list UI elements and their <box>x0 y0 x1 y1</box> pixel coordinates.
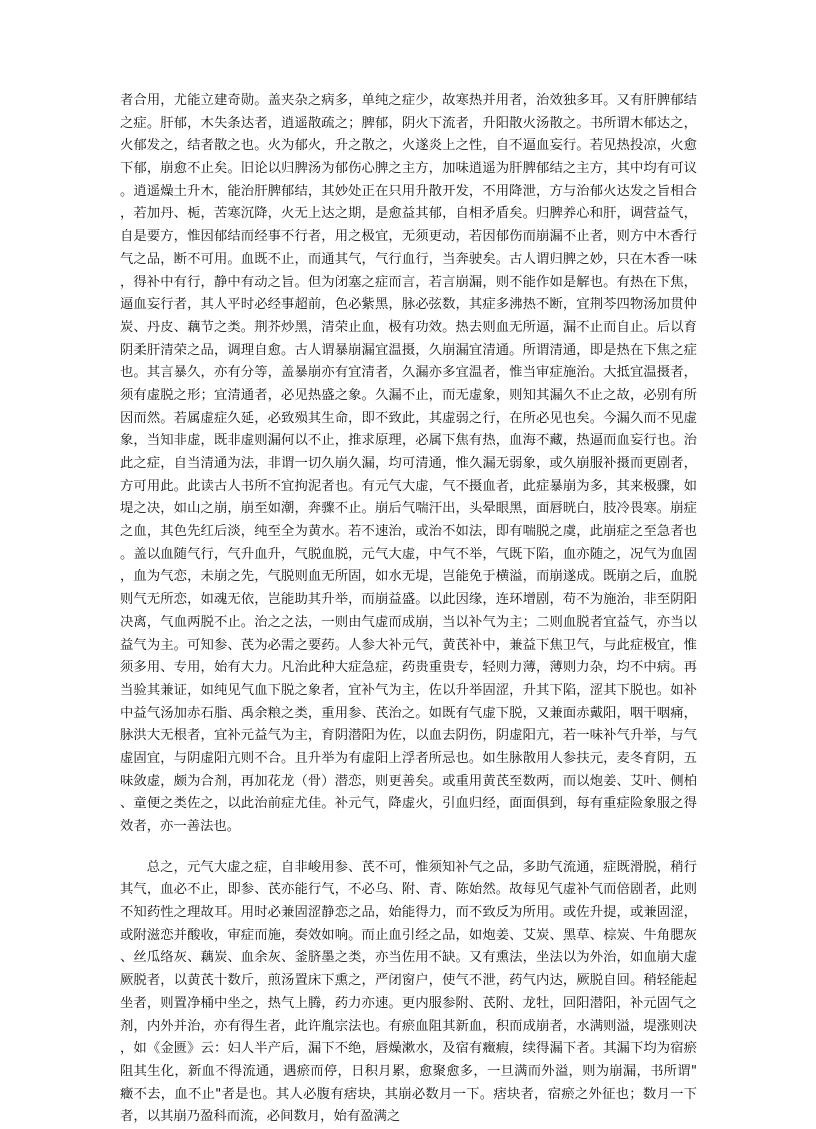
body-paragraph: 者合用，尤能立建奇勋。盖夹杂之病多，单纯之症少，故寒热并用者，治效独多耳。又有肝脾郁结之症。肝郁，木失条达者，逍遥散疏之；脾郁，阴火下流者，升阳散火汤散之。书所谓木郁达之，火郁发之，结者散之也。火为郁火，升之散之，火遂炎上之性，自不逼血妄行。若见热投凉，火愈下郁，崩愈不止矣。旧论以归脾汤为郁伤心脾之主方，加味逍遥为肝脾郁结之主方，其中均有可议。逍遥燥土升木，能治肝脾郁结，其妙处正在只用升散开发，不用降泄，方与治郁火达发之旨相合，若加丹、栀，苦寒沉降，火无上达之期，是愈益其郁，自相矛盾矣。归脾养心和肝，调营益气，自是要方，惟因郁结而经事不行者，用之极宜，无须更动，若因郁伤而崩漏不止者，则方中木香行气之品，断不可用。血既不止，而通其气，气行血行，当奔驶矣。古人谓归脾之妙，只在木香一味，得补中有行，静中有动之旨。但为闭塞之症而言，若言崩漏，则不能作如是解也。有热在下焦，逼血妄行者，其人平时必经事超前，色必紫黑，脉必弦数，其症多沸热不断，宜荆芩四物汤加贯仲炭、丹皮、藕节之类。荆芥炒黑，清荣止血，极有功效。热去则血无所逼，漏不止而自止。后以育阴柔肝清荣之品，调理自愈。古人谓暴崩漏宜温摄，久崩漏宜清通。所谓清通，即是热在下焦之症也。其言暴久，亦有分等，盖暴崩亦有宜清者，久漏亦多宜温者，惟当审症施治。大抵宜温摄者，须有虚脱之形；宜清通者，必见热盛之象。久漏不止，而无虚象，则知其漏久不止之故，必别有所因而然。若属虚症久延，必致殒其生命，即不致此，其虚弱之行，在所必见也矣。今漏久而不见虚象，当知非虚，既非虚则漏何以不止，推求原理，必属下焦有热，血海不藏，热逼而血妄行也。治此之症，自当清通为法，非谓一切久崩久漏，均可清通，惟久漏无弱象，或久崩服补摄而更剧者，方可用此。此读古人书所不宜拘泥者也。有元气大虚，气不摄血者，此症暴崩为多，其来极骤，如堤之决，如山之崩，崩至如潮，奔骤不止。崩后气喘汗出，头晕眼黑，面唇晄白，肢冷畏寒。崩症之血，其色先红后淡，纯至全为黄水。若不速治，或治不如法，即有喘脱之虞，此崩症之至急者也。盖以血随气行，气升血升，气脱血脱，元气大虚，中气不举，气既下陷，血亦随之，况气为血固，血为气恋，未崩之先，气脱则血无所固，如水无堤，岂能免于横溢，而崩遂成。既崩之后，血脱则气无所恋，如魂无依，岂能助其升举，而崩益盛。以此因缘，连环增剧，苟不为施治，非至阴阳决离，气血两脱不止。治之之法，一则由气虚而成崩，当以补气为主；二则血脱者宜益气，亦当以益气为主。可知参、芪为必需之要药。人参大补元气，黄芪补中，兼益下焦卫气，与此症极宜，惟须多用、专用，始有大力。凡治此种大症急症，药贵重贵专，轻则力薄，薄则力杂，均不中病。再当验其兼证，如纯见气血下脱之象者，宜补气为主，佐以升举固涩，升其下陷，涩其下脱也。如补中益气汤加赤石脂、禹余粮之类，重用参、芪治之。如既有气虚下脱，又兼面赤戴阳，咽干咽痛，脉洪大无根者，宜补元益气为主，育阴潜阳为佐，以血去阴伤，阴虚阳亢，若一味补气升举，与气虚固宜，与阴虚阳亢则不合。且升举为有虚阳上浮者所忌也。如生脉散用人参扶元，麦冬育阴，五味敛虚，颇为合剂，再加花龙（骨）潜恋，则更善矣。或重用黄芪至数两，而以炮姜、艾叶、侧柏、童便之类佐之，以此治前症尤佳。补元气，降虚火，引血归经，面面俱到，每有重症险象服之得效者，亦一善法也。 <box>120 93 697 834</box>
document-page <box>120 90 697 1129</box>
body-paragraph: 总之，元气大虚之症，自非峻用参、芪不可，惟须知补气之品，多助气流通，症既滑脱，稍行其气，血必不止，即参、芪亦能行气，不必乌、附、青、陈始然。故每见气虚补气而倍剧者，此则不知药性之理故耳。用时必兼固涩静恋之品，始能得力，而不致反为所用。或佐升提，或兼固涩，或附滋恋并酸收，审症而施，奏效如响。而止血引经之品，如炮姜、艾炭、黑草、棕炭、牛角腮灰、丝瓜络灰、藕炭、血余灰、釜脐墨之类，亦当佐用不缺。又有熏法，坐法以为外治，如血崩大虚厥脱者，以黄芪十数斤，煎汤置床下熏之，严闭窗户，使气不泄，药气内达，厥脱自回。稍轻能起坐者，则置净桶中坐之，热气上腾，药力亦速。更内服参附、芪附、龙牡，回阳潜阳，补元固气之剂，内外并治，亦有得生者，此许胤宗法也。有瘀血阻其新血，积而成崩者，水满则溢，堤涨则决，如《金匮》云：妇人半产后，漏下不绝，唇燥漱水，及宿有癥瘕，续得漏下者。其漏下均为宿瘀阻其生化，新血不得流通，遇瘀而停，日积月累，愈聚愈多，一旦满而外溢，则为崩漏，书所谓"癥不去，血不止"者是也。其人必腹有痞块，其崩必数月一下。痞块者，宿瘀之外征也；数月一下者，以其崩乃盈科而流，必间数月，始有盈满之 <box>120 859 697 1125</box>
